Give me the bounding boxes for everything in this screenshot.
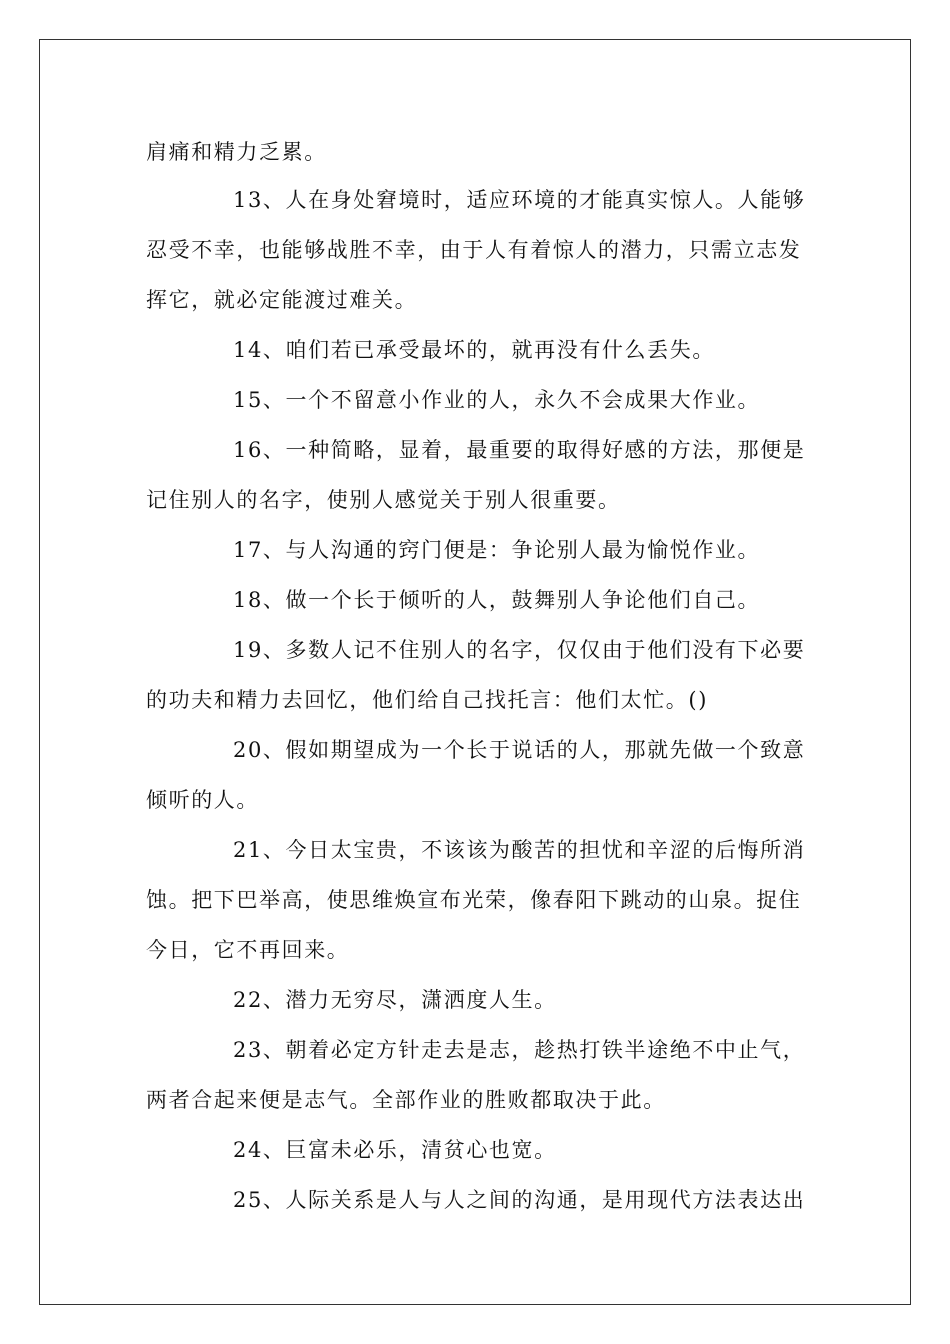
text-line: 两者合起来便是志气。全部作业的胜败都取决于此。 — [146, 1088, 666, 1112]
page-border — [39, 39, 911, 1305]
text-line: 今日，它不再回来。 — [146, 938, 350, 962]
text-line: 16、一种简略，显着，最重要的取得好感的方法，那便是 — [233, 438, 806, 462]
text-line: 20、假如期望成为一个长于说话的人，那就先做一个致意 — [233, 738, 806, 762]
text-line: 22、潜力无穷尽，潇洒度人生。 — [233, 988, 557, 1012]
text-line: 17、与人沟通的窍门便是：争论别人最为愉悦作业。 — [233, 538, 761, 562]
text-line: 18、做一个长于倾听的人，鼓舞别人争论他们自己。 — [233, 588, 761, 612]
text-line: 蚀。把下巴举高，使思维焕宣布光荣，像春阳下跳动的山泉。捉住 — [146, 888, 802, 912]
text-line: 肩痛和精力乏累。 — [146, 140, 327, 164]
text-line: 的功夫和精力去回忆，他们给自己找托言：他们太忙。() — [146, 688, 708, 712]
text-line: 记住别人的名字，使别人感觉关于别人很重要。 — [146, 488, 621, 512]
text-line: 23、朝着必定方针走去是志，趁热打铁半途绝不中止气， — [233, 1038, 806, 1062]
text-line: 14、咱们若已承受最坏的，就再没有什么丢失。 — [233, 338, 715, 362]
text-line: 挥它，就必定能渡过难关。 — [146, 288, 418, 312]
text-line: 13、人在身处窘境时，适应环境的才能真实惊人。人能够 — [233, 188, 806, 212]
text-line: 15、一个不留意小作业的人，永久不会成果大作业。 — [233, 388, 761, 412]
text-line: 24、巨富未必乐，清贫心也宽。 — [233, 1138, 557, 1162]
text-line: 25、人际关系是人与人之间的沟通，是用现代方法表达出 — [233, 1188, 806, 1212]
text-line: 21、今日太宝贵，不该该为酸苦的担忧和辛涩的后悔所消 — [233, 838, 806, 862]
text-line: 忍受不幸，也能够战胜不幸，由于人有着惊人的潜力，只需立志发 — [146, 238, 802, 262]
text-line: 19、多数人记不住别人的名字，仅仅由于他们没有下必要 — [233, 638, 806, 662]
text-line: 倾听的人。 — [146, 788, 259, 812]
